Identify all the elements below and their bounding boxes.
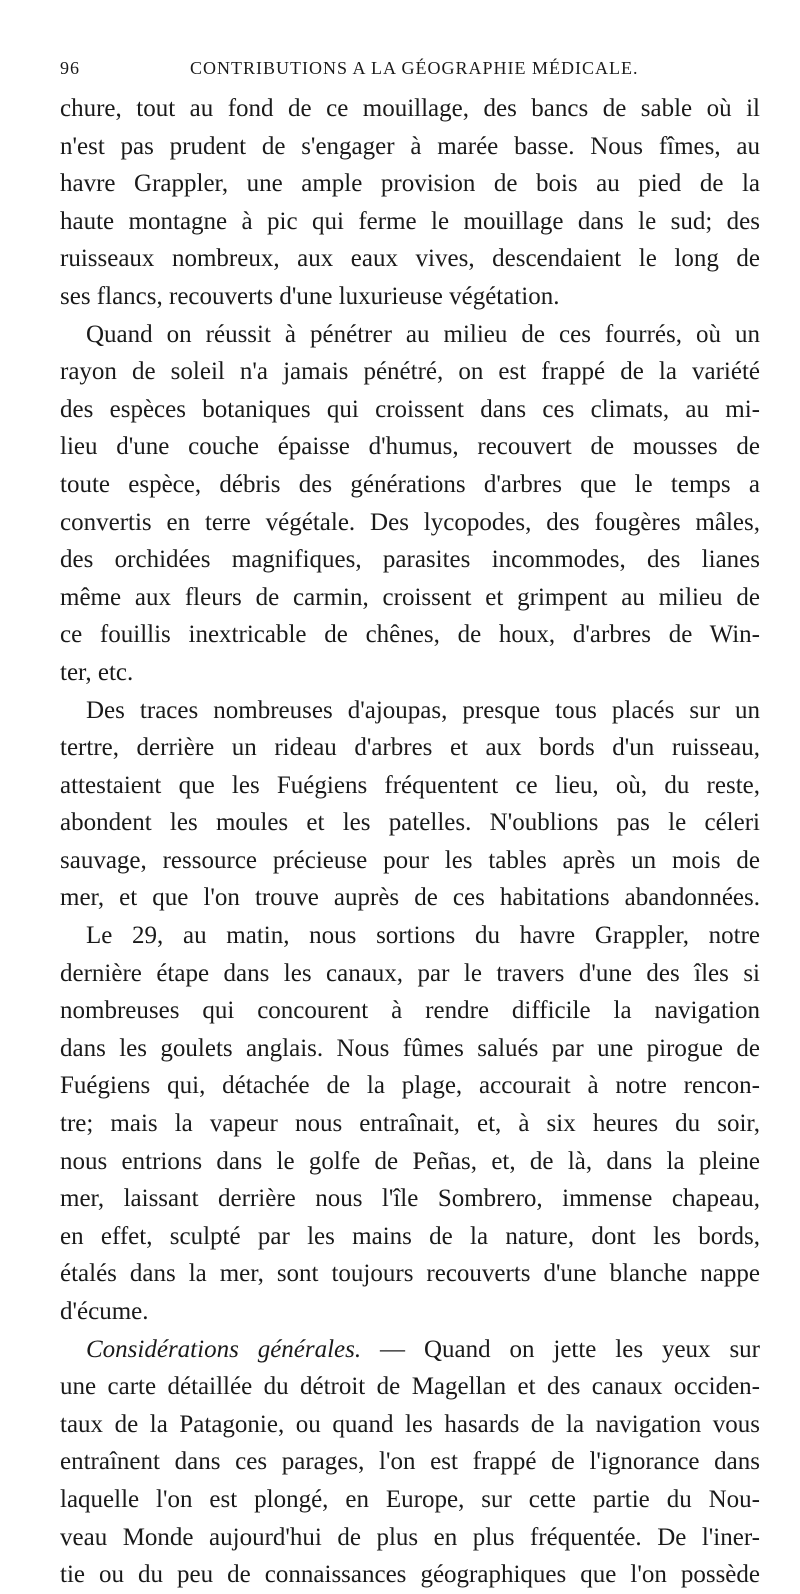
text-line: ter, etc. bbox=[60, 658, 134, 686]
text-line: même aux fleurs de carmin, croissent et grimpent au milieu de bbox=[60, 583, 760, 611]
text-line: Le 29, au matin, nous sortions du havre Grappler, notre bbox=[86, 922, 760, 950]
text-line: n'est pas prudent de s'engager à marée basse. Nous fîmes, au bbox=[60, 132, 760, 160]
text-line: Quand on réussit à pénétrer au milieu de ces fourrés, où un bbox=[86, 320, 760, 348]
text-line: dans les goulets anglais. Nous fûmes salués par une pirogue de bbox=[60, 1034, 760, 1062]
text-line: lieu d'une couche épaisse d'humus, recouvert de mousses de bbox=[60, 433, 760, 461]
text-line: tie ou du peu de connaissances géographiques que l'on possède bbox=[60, 1561, 760, 1589]
text-line: attestaient que les Fuégiens fréquentent ce lieu, où, du reste, bbox=[60, 771, 760, 799]
text-line: havre Grappler, une ample provision de bois au pied de la bbox=[60, 170, 760, 198]
text-line: chure, tout au fond de ce mouillage, des bancs de sable où il bbox=[60, 95, 760, 122]
running-title: CONTRIBUTIONS A LA GÉOGRAPHIE MÉDICALE. bbox=[190, 58, 639, 78]
text-line: haute montagne à pic qui ferme le mouillage dans le sud; des bbox=[60, 207, 760, 235]
text-line: mer, laissant derrière nous l'île Sombrero, immense chapeau, bbox=[60, 1185, 760, 1213]
text-line: toute espèce, débris des générations d'arbres que le temps a bbox=[60, 470, 760, 498]
text-line: tre; mais la vapeur nous entraînait, et, à six heures du soir, bbox=[60, 1110, 760, 1138]
text-line: rayon de soleil n'a jamais pénétré, on est frappé de la variété bbox=[60, 358, 760, 386]
text-line: ses flancs, recouverts d'une luxurieuse végétation. bbox=[60, 282, 560, 310]
text-line: dernière étape dans les canaux, par le travers d'une des îles si bbox=[60, 959, 760, 987]
text-line: nombreuses qui concourent à rendre difficile la navigation bbox=[60, 997, 760, 1025]
page-number: 96 bbox=[60, 58, 80, 78]
text-line: Des traces nombreuses d'ajoupas, presque tous placés sur un bbox=[86, 696, 760, 724]
text-line: mer, et que l'on trouve auprès de ces habitations abandonnées. bbox=[60, 884, 760, 912]
text-line: ruisseaux nombreux, aux eaux vives, descendaient le long de bbox=[60, 245, 760, 273]
text-line: taux de la Patagonie, ou quand les hasards de la navigation vous bbox=[60, 1410, 760, 1438]
text-line: en effet, sculpté par les mains de la nature, dont les bords, bbox=[60, 1222, 760, 1250]
text-line: tertre, derrière un rideau d'arbres et aux bords d'un ruisseau, bbox=[60, 734, 760, 762]
text-line: étalés dans la mer, sont toujours recouverts d'une blanche nappe bbox=[60, 1260, 760, 1288]
section-heading: Considérations générales. bbox=[86, 1335, 362, 1363]
text-line: laquelle l'on est plongé, en Europe, sur cette partie du Nou- bbox=[60, 1485, 760, 1513]
text-line: Fuégiens qui, détachée de la plage, accourait à notre rencon- bbox=[60, 1072, 760, 1100]
section-heading-line bbox=[60, 1331, 760, 1369]
text-line: convertis en terre végétale. Des lycopodes, des fougères mâles, bbox=[60, 508, 760, 536]
text-line: des orchidées magnifiques, parasites incommodes, des lianes bbox=[60, 546, 760, 574]
text-line: des espèces botaniques qui croissent dans ces climats, au mi- bbox=[60, 395, 760, 423]
text-line: nous entrions dans le golfe de Peñas, et, de là, dans la pleine bbox=[60, 1147, 760, 1175]
text-line: entraînent dans ces parages, l'on est frappé de l'ignorance dans bbox=[60, 1448, 760, 1476]
body-text bbox=[60, 90, 760, 1594]
text-fragment: — Quand on jette les yeux sur bbox=[380, 1335, 760, 1363]
text-line: veau Monde aujourd'hui de plus en plus fréquentée. De l'iner- bbox=[60, 1523, 760, 1551]
text-line: une carte détaillée du détroit de Magellan et des canaux occiden- bbox=[60, 1373, 760, 1401]
text-line: ce fouillis inextricable de chênes, de houx, d'arbres de Win- bbox=[60, 621, 760, 649]
text-line: abondent les moules et les patelles. N'oublions pas le céleri bbox=[60, 809, 760, 837]
text-line: d'écume. bbox=[60, 1298, 149, 1325]
text-line: sauvage, ressource précieuse pour les tables après un mois de bbox=[60, 846, 760, 874]
running-head bbox=[60, 58, 760, 88]
